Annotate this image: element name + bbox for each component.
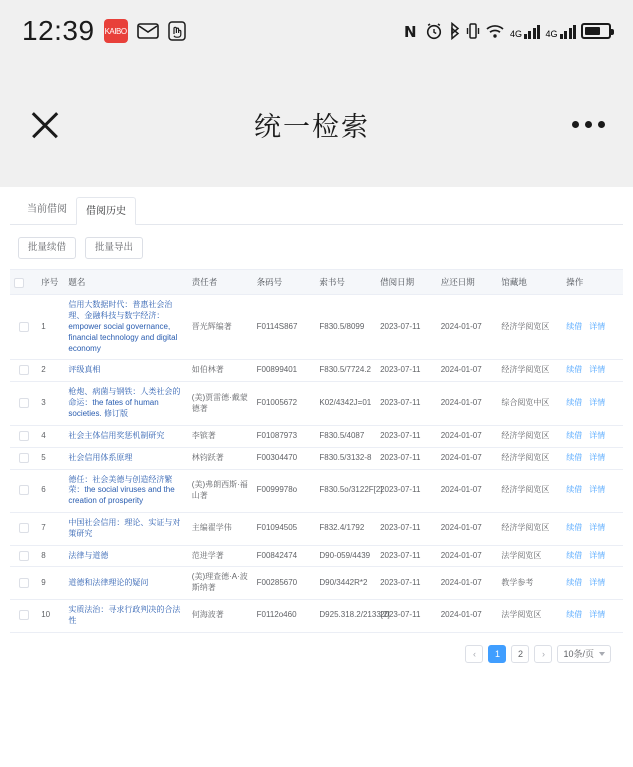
row-callno: K02/4342J=01 <box>315 382 376 425</box>
row-select-cell <box>10 295 37 360</box>
row-index: 9 <box>37 567 64 600</box>
row-due-date: 2024-01-07 <box>437 600 498 633</box>
wifi-icon <box>485 23 505 39</box>
row-index: 7 <box>37 512 64 545</box>
row-callno: D90-059/4439 <box>315 545 376 567</box>
row-select-cell <box>10 512 37 545</box>
table-row[interactable] <box>10 545 623 567</box>
row-location: 经济学阅览区 <box>497 425 562 447</box>
row-select-cell <box>10 447 37 469</box>
column-header-borrow-date: 借阅日期 <box>376 270 437 295</box>
alarm-icon <box>425 22 443 40</box>
select-all-header <box>10 270 37 295</box>
column-header-due-date: 应还日期 <box>437 270 498 295</box>
detail-link[interactable]: 详情 <box>589 550 606 560</box>
row-index: 5 <box>37 447 64 469</box>
row-select-cell <box>10 600 37 633</box>
row-operations <box>562 512 623 545</box>
row-callno: F830.5/3132-8 <box>315 447 376 469</box>
renew-link[interactable]: 续借 <box>566 485 583 495</box>
table-header <box>10 270 623 295</box>
row-barcode: F00304470 <box>253 447 316 469</box>
row-location: 法学阅览区 <box>497 600 562 633</box>
chevron-left-icon[interactable]: ‹ <box>465 645 483 663</box>
table-row[interactable] <box>10 469 623 512</box>
row-author: (美)理查德·A·波斯纳著 <box>188 567 253 600</box>
row-operations <box>562 425 623 447</box>
book-title-link[interactable]: 道德和法律理论的疑问 <box>68 577 149 587</box>
row-due-date: 2024-01-07 <box>437 382 498 425</box>
column-header-title: 题名 <box>64 270 187 295</box>
row-author: 林钧跃著 <box>188 447 253 469</box>
column-header-author: 责任者 <box>188 270 253 295</box>
page-size-select[interactable] <box>557 645 611 663</box>
row-author: 何海波著 <box>188 600 253 633</box>
row-borrow-date: 2023-07-11 <box>376 545 437 567</box>
row-select-cell <box>10 567 37 600</box>
table-row[interactable] <box>10 567 623 600</box>
row-select-cell <box>10 360 37 382</box>
row-select-cell <box>10 425 37 447</box>
detail-link[interactable]: 详情 <box>589 577 606 587</box>
row-title[interactable] <box>64 295 187 360</box>
row-author: 范进学著 <box>188 545 253 567</box>
row-barcode: F01005672 <box>253 382 316 425</box>
row-barcode: F00899401 <box>253 360 316 382</box>
row-select-cell <box>10 545 37 567</box>
vibrate-icon <box>466 22 480 40</box>
row-callno: D925.318.2/2133[2] <box>315 600 376 633</box>
row-select-cell <box>10 382 37 425</box>
renew-link[interactable]: 续借 <box>566 365 583 375</box>
status-bar <box>0 0 633 62</box>
row-checkbox[interactable] <box>19 322 29 332</box>
row-callno: F830.5/7724.2 <box>315 360 376 382</box>
row-title[interactable] <box>64 447 187 469</box>
column-header-barcode: 条码号 <box>253 270 316 295</box>
main-content <box>0 195 633 663</box>
row-callno: D90/3442R*2 <box>315 567 376 600</box>
row-checkbox[interactable] <box>19 523 29 533</box>
column-header-callno: 索书号 <box>315 270 376 295</box>
row-borrow-date: 2023-07-11 <box>376 425 437 447</box>
row-barcode: F01087973 <box>253 425 316 447</box>
row-location: 综合阅览中区 <box>497 382 562 425</box>
row-checkbox[interactable] <box>19 365 29 375</box>
row-checkbox[interactable] <box>19 610 29 620</box>
row-operations <box>562 567 623 600</box>
detail-link[interactable]: 详情 <box>589 322 606 332</box>
signal-4g-icon-1: 4G <box>510 24 541 39</box>
row-operations <box>562 545 623 567</box>
batch-renew-button[interactable]: 批量续借 <box>18 237 76 259</box>
chevron-right-icon[interactable]: › <box>534 645 552 663</box>
detail-link[interactable]: 详情 <box>589 523 606 533</box>
select-all-checkbox[interactable] <box>14 278 24 288</box>
book-title-link[interactable]: 信用大数据时代：普惠社会治理、金融科技与数字经济：empower social governance, financial technology and digital economy <box>68 300 178 353</box>
row-borrow-date: 2023-07-11 <box>376 469 437 512</box>
book-title-link[interactable]: 社会信用体系原理 <box>68 452 133 462</box>
row-borrow-date: 2023-07-11 <box>376 567 437 600</box>
page-button-2[interactable]: 2 <box>511 645 529 663</box>
row-barcode: F0112o460 <box>253 600 316 633</box>
row-author: (美)贾雷德·戴蒙德著 <box>188 382 253 425</box>
book-title-link[interactable]: 法律与道德 <box>68 550 109 560</box>
renew-link[interactable]: 续借 <box>566 523 583 533</box>
row-borrow-date: 2023-07-11 <box>376 600 437 633</box>
tab-loan-history[interactable]: 借阅历史 <box>76 197 136 225</box>
row-index: 10 <box>37 600 64 633</box>
row-barcode: F0099978o <box>253 469 316 512</box>
renew-link[interactable]: 续借 <box>566 577 583 587</box>
row-due-date: 2024-01-07 <box>437 512 498 545</box>
page-size-label: 10条/页 <box>563 649 594 660</box>
row-due-date: 2024-01-07 <box>437 447 498 469</box>
row-title[interactable] <box>64 545 187 567</box>
row-borrow-date: 2023-07-11 <box>376 360 437 382</box>
row-index: 4 <box>37 425 64 447</box>
mail-icon <box>137 23 159 39</box>
row-checkbox[interactable] <box>19 578 29 588</box>
row-barcode: F00285670 <box>253 567 316 600</box>
table-row[interactable] <box>10 360 623 382</box>
renew-link[interactable]: 续借 <box>566 452 583 462</box>
row-operations <box>562 382 623 425</box>
row-location: 经济学阅览区 <box>497 447 562 469</box>
row-due-date: 2024-01-07 <box>437 469 498 512</box>
book-title-link[interactable]: 实质法治：寻求行政判决的合法性 <box>68 605 181 625</box>
signal-4g-icon-2: 4G <box>545 24 576 39</box>
row-checkbox[interactable] <box>19 431 29 441</box>
more-options-icon[interactable] <box>572 121 605 128</box>
row-barcode: F00842474 <box>253 545 316 567</box>
loan-history-table <box>10 269 623 632</box>
row-location: 经济学阅览区 <box>497 295 562 360</box>
row-title[interactable] <box>64 512 187 545</box>
row-index: 8 <box>37 545 64 567</box>
row-author: 李镔著 <box>188 425 253 447</box>
action-toolbar <box>10 225 623 269</box>
status-bar-right <box>403 22 611 40</box>
row-index: 6 <box>37 469 64 512</box>
row-author: 如伯林著 <box>188 360 253 382</box>
detail-link[interactable]: 详情 <box>589 485 606 495</box>
table-body <box>10 295 623 632</box>
page-button-1[interactable]: 1 <box>488 645 506 663</box>
detail-link[interactable]: 详情 <box>589 610 606 620</box>
book-title-link[interactable]: 德任：社会美德与创造经济繁荣：the social viruses and the creation of prosperity <box>68 474 175 506</box>
row-due-date: 2024-01-07 <box>437 567 498 600</box>
row-callno: F830.5/4087 <box>315 425 376 447</box>
row-borrow-date: 2023-07-11 <box>376 447 437 469</box>
column-header-index: 序号 <box>37 270 64 295</box>
row-checkbox[interactable] <box>19 453 29 463</box>
row-due-date: 2024-01-07 <box>437 295 498 360</box>
detail-link[interactable]: 详情 <box>589 430 606 440</box>
book-title-link[interactable]: 枪炮、病菌与钢铁：人类社会的命运：the fates of human societies. 修订版 <box>68 387 181 418</box>
row-author: 主编翟学伟 <box>188 512 253 545</box>
row-checkbox[interactable] <box>19 398 29 408</box>
row-title[interactable] <box>64 382 187 425</box>
status-bar-clock: 12:39 <box>22 15 95 46</box>
row-index: 2 <box>37 360 64 382</box>
table-row[interactable] <box>10 425 623 447</box>
row-operations <box>562 469 623 512</box>
row-index: 1 <box>37 295 64 360</box>
row-checkbox[interactable] <box>19 485 29 495</box>
row-operations <box>562 447 623 469</box>
row-title[interactable] <box>64 360 187 382</box>
row-borrow-date: 2023-07-11 <box>376 295 437 360</box>
pagination <box>10 633 623 663</box>
row-due-date: 2024-01-07 <box>437 425 498 447</box>
chevron-down-icon <box>599 652 605 656</box>
app-badge-icon: KAIBO <box>104 19 128 43</box>
row-due-date: 2024-01-07 <box>437 360 498 382</box>
table-row[interactable] <box>10 447 623 469</box>
row-index: 3 <box>37 382 64 425</box>
row-location: 法学阅览区 <box>497 545 562 567</box>
close-icon[interactable] <box>28 108 62 142</box>
tab-current-loans[interactable]: 当前借阅 <box>27 204 67 215</box>
row-author: 晋光辉编著 <box>188 295 253 360</box>
row-location: 教学参考 <box>497 567 562 600</box>
status-bar-left <box>22 15 186 47</box>
row-checkbox[interactable] <box>19 551 29 561</box>
book-title-link[interactable]: 评级真相 <box>68 365 101 375</box>
table-row[interactable] <box>10 295 623 360</box>
bluetooth-icon <box>448 22 461 40</box>
book-title-link[interactable]: 中国社会信用：理论、实证与对策研究 <box>68 517 181 538</box>
row-operations <box>562 295 623 360</box>
row-author: (美)弗朗西斯·福山著 <box>188 469 253 512</box>
row-operations <box>562 600 623 633</box>
batch-export-button[interactable]: 批量导出 <box>85 237 143 259</box>
row-due-date: 2024-01-07 <box>437 545 498 567</box>
row-barcode: F01094505 <box>253 512 316 545</box>
renew-link[interactable]: 续借 <box>566 610 583 620</box>
detail-link[interactable]: 详情 <box>589 398 606 408</box>
row-callno: F830.5/8099 <box>315 295 376 360</box>
app-header <box>0 62 633 187</box>
column-header-location: 馆藏地 <box>497 270 562 295</box>
page-title: 统一检索 <box>254 112 370 142</box>
row-title[interactable] <box>64 425 187 447</box>
tab-bar <box>10 195 623 225</box>
column-header-operations: 操作 <box>562 270 623 295</box>
table-row[interactable] <box>10 600 623 633</box>
row-barcode: F0114S867 <box>253 295 316 360</box>
row-select-cell <box>10 469 37 512</box>
table-row[interactable] <box>10 512 623 545</box>
nfc-icon <box>403 22 420 40</box>
row-title[interactable] <box>64 600 187 633</box>
svg-text:N: N <box>403 23 417 40</box>
row-operations <box>562 360 623 382</box>
hand-icon <box>168 21 186 41</box>
row-callno: F832.4/1792 <box>315 512 376 545</box>
row-location: 经济学阅览区 <box>497 360 562 382</box>
row-title[interactable] <box>64 469 187 512</box>
detail-link[interactable]: 详情 <box>589 365 606 375</box>
row-borrow-date: 2023-07-11 <box>376 512 437 545</box>
row-callno: F830.5o/3122F[2] <box>315 469 376 512</box>
renew-link[interactable]: 续借 <box>566 430 583 440</box>
row-location: 经济学阅览区 <box>497 512 562 545</box>
detail-link[interactable]: 详情 <box>589 452 606 462</box>
row-location: 经济学阅览区 <box>497 469 562 512</box>
battery-icon <box>581 23 611 39</box>
renew-link[interactable]: 续借 <box>566 322 583 332</box>
renew-link[interactable]: 续借 <box>566 550 583 560</box>
book-title-link[interactable]: 社会主体信用奖惩机制研究 <box>68 430 165 440</box>
renew-link[interactable]: 续借 <box>566 398 583 408</box>
table-row[interactable] <box>10 382 623 425</box>
row-title[interactable] <box>64 567 187 600</box>
row-borrow-date: 2023-07-11 <box>376 382 437 425</box>
